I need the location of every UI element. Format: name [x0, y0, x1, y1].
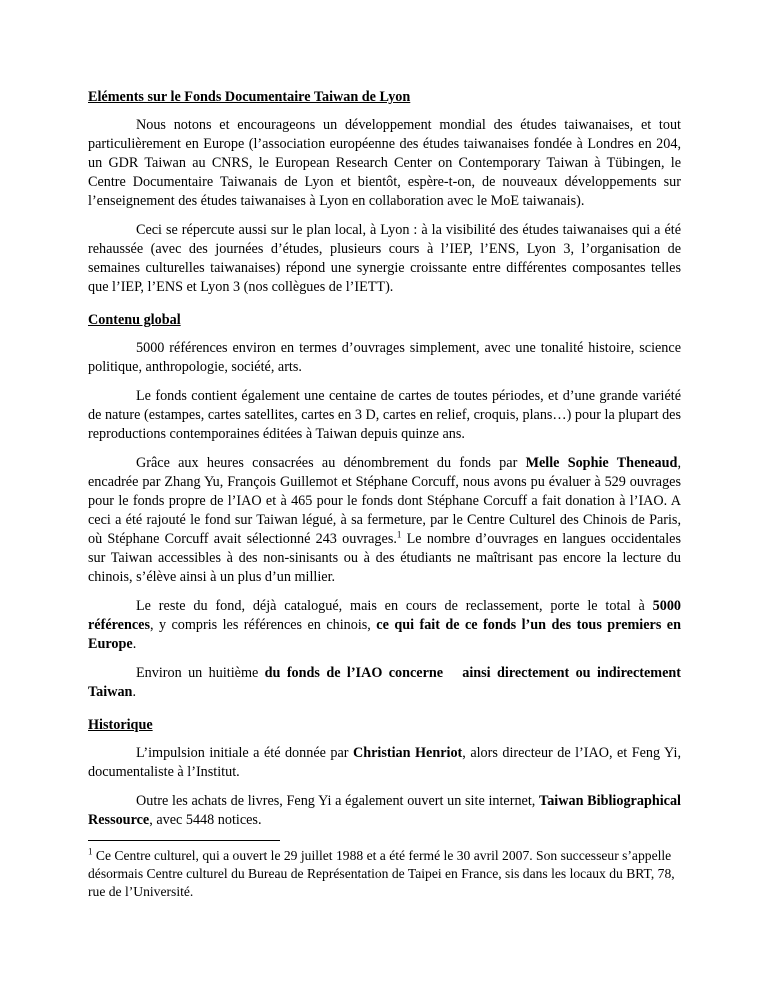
footnote: [88, 847, 681, 901]
footnote-divider: [88, 840, 280, 841]
paragraph: Le fonds contient également une centaine de cartes de toutes périodes, et d’une grande variété de nature (estampes, cartes satellites, cartes en 3 D, cartes en relief, croquis, plans…) pour la plupart des reproductions contemporaines éditées à Taiwan depuis quinze ans.: [88, 388, 681, 442]
footnote-reference[interactable]: 1: [396, 529, 402, 540]
paragraph: 5000 références environ en termes d’ouvrages simplement, avec une tonalité histoire, science politique, anthropologie, société, arts.: [88, 340, 681, 375]
footnote-text: Ce Centre culturel, qui a ouvert le 29 juillet 1988 et a été fermé le 30 avril 2007. Son successeur s’appelle désormais Centre culturel du Bureau de Représentation de Taipei en France, sis dans les locaux du BRT, 78, rue de l’Université.: [88, 848, 675, 899]
bold-name: Christian Henriot: [352, 745, 463, 761]
text-run: , encadrée par Zhang Yu, François Guillemot et Stéphane Corcuff, nous avons pu évaluer à 529 ouvrages pour le fonds propre de l’IAO et à 465 pour le fonds dont Stéphane Corcuff a fait donation à l’IAO. A ceci a été rajouté le fond sur Taiwan légué, à sa fermeture, par le Centre Culturel des Chinois de Paris, où Stéphane Corcuff avait sélectionné 243 ouvrages.: [88, 455, 681, 547]
text-run: L’impulsion initiale a été donnée par: [136, 745, 353, 761]
section-title-contenu-global: Contenu global: [88, 312, 181, 328]
bold-text: ce qui fait de ce fonds l’un des tous premiers en Europe: [88, 617, 681, 652]
paragraph: [88, 792, 681, 830]
paragraph: Ceci se répercute aussi sur le plan local, à Lyon : à la visibilité des études taiwanaises qui a été rehaussée (avec des journées d’études, plusieurs cours à l’IEP, l’ENS, Lyon 3, l’organisation de semaines culturelles taiwanaises) répond une synergie croissante entre différentes composantes telles que l’IEP, l’ENS et Lyon 3 (nos collègues de l’IETT).: [88, 222, 681, 295]
text-run: , avec 5448 notices.: [149, 812, 262, 828]
text-run: Outre les achats de livres, Feng Yi a également ouvert un site internet,: [136, 793, 540, 809]
section-title-historique: Historique: [88, 717, 153, 733]
paragraph: Nous notons et encourageons un développement mondial des études taiwanaises, et tout particulièrement en Europe (l’association européenne des études taiwanaises fondée à Londres en 204, un GDR Taiwan au CNRS, le European Research Center on Contemporary Taiwan à Tübingen, le Centre Documentaire Taiwanais de Lyon et bientôt, espère-t-on, de nouveaux développements sur l’enseignement des études taiwanaises à Lyon en collaboration avec le MoE taiwanais).: [88, 117, 681, 209]
paragraph: [88, 744, 681, 782]
text-run: Le nombre d’ouvrages en langues occidentales sur Taiwan accessibles à des non-sinisants ou à des étudiants ne maîtrisant pas encore la lecture du chinois, s’élève ainsi à un plus d’un millier.: [88, 531, 681, 585]
document-page: [88, 88, 685, 901]
bold-name: Melle Sophie Theneaud: [525, 455, 678, 471]
bold-text: Taiwan Bibliographical Ressource: [88, 793, 681, 828]
text-run: .: [132, 684, 136, 700]
paragraph: [88, 664, 685, 702]
section-title-elements: Eléments sur le Fonds Documentaire Taiwan de Lyon: [88, 89, 411, 105]
text-run: .: [132, 636, 137, 652]
text-run: , alors directeur de l’IAO, et Feng Yi, documentaliste à l’Institut.: [88, 745, 681, 780]
paragraph: [88, 454, 681, 587]
paragraph: [88, 597, 681, 654]
bold-text: 5000 références: [88, 598, 681, 633]
text-run: , y compris les références en chinois,: [149, 617, 377, 633]
text-run: Le reste du fond, déjà catalogué, mais en cours de reclassement, porte le total à: [136, 598, 653, 614]
text-run: Grâce aux heures consacrées au dénombrement du fonds par: [136, 455, 526, 471]
text-run: Environ un huitième: [136, 665, 265, 681]
footnote-marker: 1: [88, 846, 93, 857]
bold-text: du fonds de l’IAO concerne ainsi directement ou indirectement Taiwan: [88, 665, 685, 700]
